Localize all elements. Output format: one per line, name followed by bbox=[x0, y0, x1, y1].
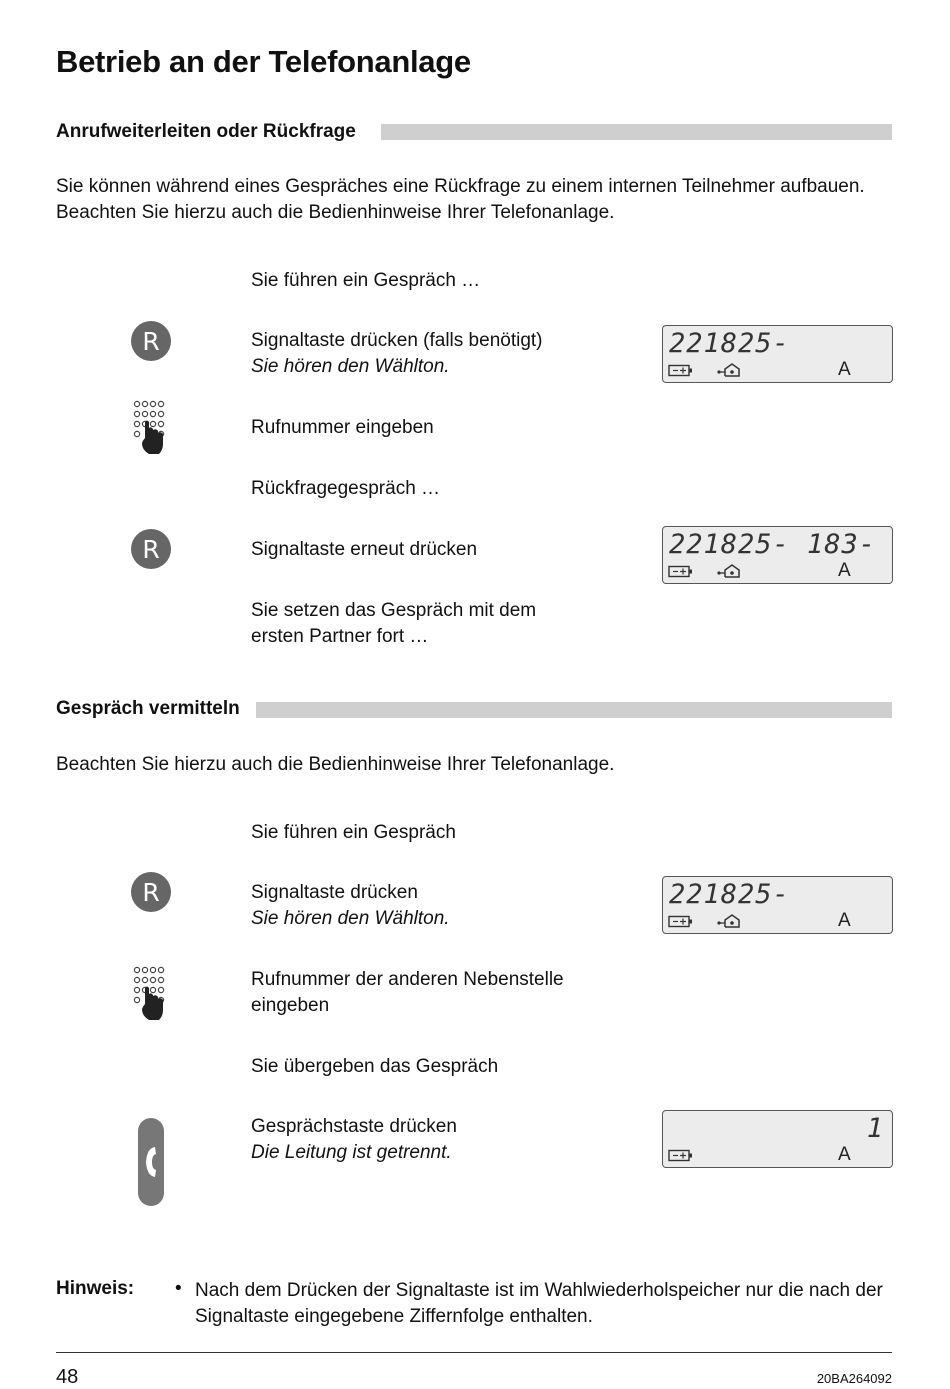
display-digits: 221825- 183- bbox=[669, 529, 877, 560]
r-key-icon: R bbox=[131, 529, 171, 569]
intro-line: Sie können während eines Gespräches eine Rückfrage zu einem internen Teilnehmer aufbauen. bbox=[56, 176, 865, 197]
pbx-house-icon bbox=[717, 362, 741, 378]
section-heading-bar bbox=[381, 124, 892, 140]
handset-key-icon bbox=[138, 1118, 164, 1206]
keypad-icon bbox=[133, 966, 173, 1022]
step-text: Rufnummer eingeben bbox=[251, 417, 434, 438]
display-line-letter: A bbox=[838, 560, 851, 581]
r-key-icon: R bbox=[131, 321, 171, 361]
step-line: Rufnummer der anderen Nebenstelle bbox=[251, 969, 564, 990]
step-note: Die Leitung ist getrennt. bbox=[251, 1142, 452, 1163]
display-line-letter: A bbox=[838, 1144, 851, 1165]
step-note: Sie hören den Wählton. bbox=[251, 908, 450, 929]
page-title: Betrieb an der Telefonanlage bbox=[56, 44, 471, 79]
display-digits: 221825- bbox=[669, 328, 790, 359]
phone-display bbox=[662, 1110, 893, 1168]
keypad-icon bbox=[133, 400, 173, 456]
pbx-house-icon bbox=[717, 563, 741, 579]
step bbox=[251, 328, 611, 380]
hinweis-label: Hinweis: bbox=[56, 1278, 135, 1299]
step-text: Sie führen ein Gespräch … bbox=[251, 270, 481, 291]
handset-icon bbox=[143, 1145, 159, 1179]
battery-icon bbox=[668, 364, 694, 377]
hinweis-text: Nach dem Drücken der Signaltaste ist im Wahlwiederholspeicher nur die nach der Signaltaste eingegebene Ziffernfolge enthalten. bbox=[195, 1280, 883, 1327]
bullet: • bbox=[175, 1278, 182, 1299]
step-text: Gesprächstaste drücken bbox=[251, 1116, 457, 1137]
battery-icon bbox=[668, 565, 694, 578]
step-text: Signaltaste erneut drücken bbox=[251, 539, 478, 560]
battery-icon bbox=[668, 1149, 694, 1162]
step-line: eingeben bbox=[251, 995, 330, 1016]
page-number: 48 bbox=[56, 1366, 79, 1388]
section2-intro: Beachten Sie hierzu auch die Bedienhinweise Ihrer Telefonanlage. bbox=[56, 754, 615, 775]
phone-display bbox=[662, 876, 893, 934]
display-digits: 221825- bbox=[669, 879, 790, 910]
step-text: Sie übergeben das Gespräch bbox=[251, 1056, 499, 1077]
battery-icon bbox=[668, 915, 694, 928]
document-code: 20BA264092 bbox=[816, 1371, 892, 1386]
step-text: Rückfragegespräch … bbox=[251, 478, 441, 499]
display-line-letter: A bbox=[838, 359, 851, 380]
step bbox=[251, 1114, 611, 1166]
step bbox=[251, 598, 611, 650]
section-heading-bar bbox=[256, 702, 892, 718]
phone-display bbox=[662, 526, 893, 584]
step bbox=[251, 880, 611, 932]
step bbox=[251, 967, 611, 1019]
step-text: Sie führen ein Gespräch bbox=[251, 822, 456, 843]
step-note: Sie hören den Wählton. bbox=[251, 356, 450, 377]
step-line: ersten Partner fort … bbox=[251, 626, 429, 647]
display-digits: 1 bbox=[866, 1113, 884, 1144]
intro-line: Beachten Sie hierzu auch die Bedienhinweise Ihrer Telefonanlage. bbox=[56, 202, 615, 223]
footer-rule bbox=[56, 1352, 892, 1353]
pbx-house-icon bbox=[717, 913, 741, 929]
phone-display bbox=[662, 325, 893, 383]
display-line-letter: A bbox=[838, 910, 851, 931]
section1-intro bbox=[56, 174, 906, 226]
step-text: Signaltaste drücken (falls benötigt) bbox=[251, 330, 543, 351]
section-heading-vermitteln: Gespräch vermitteln bbox=[56, 698, 240, 719]
r-key-icon: R bbox=[131, 872, 171, 912]
section-heading-rueckfrage: Anrufweiterleiten oder Rückfrage bbox=[56, 121, 356, 142]
step-text: Signaltaste drücken bbox=[251, 882, 418, 903]
step-line: Sie setzen das Gespräch mit dem bbox=[251, 600, 537, 621]
